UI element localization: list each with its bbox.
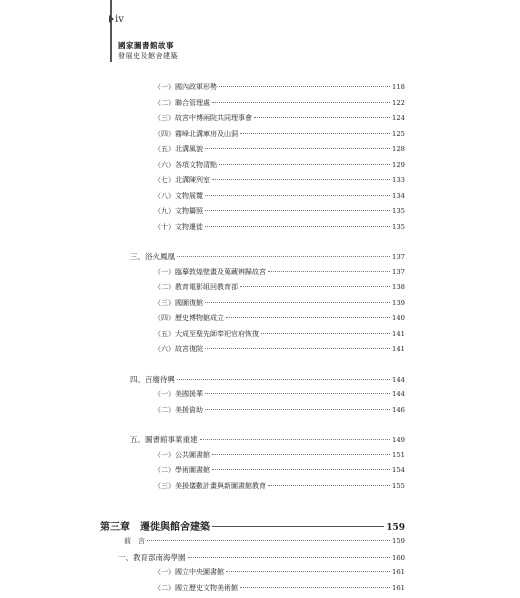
toc-preface-label: 前 言 [124, 536, 145, 546]
toc-entry[interactable] [130, 82, 405, 98]
toc-block-4 [130, 450, 405, 497]
toc-leader-dots [219, 86, 390, 87]
toc-entry[interactable] [130, 313, 405, 329]
toc-leader-dots [254, 117, 390, 118]
toc-page-number: 118 [392, 83, 405, 91]
toc-page-number: 144 [392, 390, 405, 398]
toc-section-label: 五、圖書館事業重建 [130, 434, 198, 445]
toc-block-1 [130, 82, 405, 237]
toc-leader-dots [268, 271, 390, 272]
toc-section-4[interactable] [130, 374, 405, 390]
toc-entry-label: （一）美國援華 [154, 389, 203, 399]
toc-entry[interactable] [130, 144, 405, 160]
book-title: 國家圖書館故事 [118, 40, 174, 51]
toc-leader-dots [226, 571, 390, 572]
toc-leader-dots [240, 286, 390, 287]
toc-entry[interactable] [130, 175, 405, 191]
toc-page-number: 137 [392, 253, 405, 261]
toc-leader-dots [268, 485, 390, 486]
toc-section-label: 一、教育部南海學園 [118, 552, 186, 563]
toc-leader-dots [212, 469, 390, 470]
toc-page-number: 141 [392, 345, 405, 353]
toc-leader-dots [212, 179, 390, 180]
toc-leader-dots [205, 226, 390, 227]
toc-entry[interactable] [130, 450, 405, 466]
toc-leader-dots [219, 164, 390, 165]
toc-chapter-3[interactable] [100, 518, 405, 536]
toc-entry-label: （三）美援儀數計畫與新圖書館教育 [154, 481, 266, 491]
toc-leader-dots [205, 302, 390, 303]
toc-entry-label: （四）歷史博物館成立 [154, 313, 224, 323]
toc-page-number: 122 [392, 99, 405, 107]
toc-page-number: 125 [392, 130, 405, 138]
toc-entry-label: （二）國立歷史文物美術館 [154, 583, 238, 593]
toc-entry[interactable] [130, 583, 405, 598]
toc-block-5 [130, 567, 405, 598]
toc-entry[interactable] [130, 282, 405, 298]
toc-entry-label: （一）國立中央圖書館 [154, 567, 224, 577]
toc-section-5[interactable] [130, 434, 405, 450]
toc-leader-dots [205, 210, 390, 211]
toc-entry-label: （二）美援資助 [154, 405, 203, 415]
page-number: iv [115, 14, 124, 25]
toc-page-number: 149 [392, 436, 405, 444]
toc-entry-label: （二）教育電影組回教育部 [154, 282, 238, 292]
toc-entry-label: （一）國內政軍形勢 [154, 82, 217, 92]
toc-entry[interactable] [130, 191, 405, 207]
toc-page-number: 134 [392, 192, 405, 200]
toc-entry-label: （六）故宮復院 [154, 344, 203, 354]
toc-page-number: 124 [392, 114, 405, 122]
toc-entry[interactable] [130, 389, 405, 405]
toc-page-number: 154 [392, 466, 405, 474]
toc-page-number: 146 [392, 406, 405, 414]
toc-page-number: 161 [392, 584, 405, 592]
toc-entry-label: （四）霧峰北溝庫房及山洞 [154, 129, 238, 139]
toc-entry-label: （十）文物遷徙 [154, 222, 203, 232]
toc-section-1[interactable] [118, 552, 405, 568]
toc-leader-dots [212, 102, 390, 103]
toc-leader-dots [147, 540, 390, 541]
toc-page-number: 155 [392, 482, 405, 490]
toc-entry[interactable] [130, 129, 405, 145]
toc-entry[interactable] [130, 267, 405, 283]
toc-entry[interactable] [130, 567, 405, 583]
toc-leader-dots [261, 333, 390, 334]
toc-entry[interactable] [130, 160, 405, 176]
toc-entry[interactable] [130, 298, 405, 314]
toc-entry-label: （六）各項文物清點 [154, 160, 217, 170]
toc-page-number: 159 [392, 537, 405, 545]
toc-leader-dots [205, 195, 390, 196]
toc-page-number: 138 [392, 283, 405, 291]
toc-entry-label: （五）北溝風貌 [154, 144, 203, 154]
book-subtitle: 發展史及館舍建築 [118, 51, 178, 61]
toc-entry-label: （三）國圖復館 [154, 298, 203, 308]
header-vertical-rule [110, 0, 112, 62]
toc-leader-dots [177, 256, 390, 257]
toc-entry-label: （二）聯合管理處 [154, 98, 210, 108]
toc-page-number: 144 [392, 376, 405, 384]
page-marker-icon [109, 15, 114, 23]
toc-page-number: 140 [392, 314, 405, 322]
toc-entry[interactable] [130, 98, 405, 114]
toc-leader-dots [188, 557, 391, 558]
toc-leader-line [212, 526, 384, 527]
toc-leader-dots [205, 393, 390, 394]
toc-page-number: 133 [392, 176, 405, 184]
toc-entry[interactable] [130, 113, 405, 129]
toc-entry[interactable] [130, 481, 405, 497]
toc-entry-label: （七）北溝陳列室 [154, 175, 210, 185]
toc-page-number: 139 [392, 299, 405, 307]
toc-page-number: 141 [392, 330, 405, 338]
toc-entry-label: （三）故宮中博兩院共同理事會 [154, 113, 252, 123]
toc-page-number: 159 [386, 523, 405, 533]
toc-page-number: 151 [392, 451, 405, 459]
toc-entry[interactable] [130, 206, 405, 222]
toc-leader-dots [226, 317, 390, 318]
toc-page-number: 135 [392, 207, 405, 215]
toc-entry[interactable] [130, 405, 405, 421]
table-of-contents [130, 82, 405, 598]
toc-page-number: 128 [392, 145, 405, 153]
toc-block-3 [130, 389, 405, 420]
toc-leader-dots [177, 379, 390, 380]
toc-entry-label: （二）學術圖書館 [154, 465, 210, 475]
toc-page-number: 135 [392, 223, 405, 231]
toc-page-number: 137 [392, 268, 405, 276]
toc-leader-dots [205, 348, 390, 349]
toc-leader-dots [205, 148, 390, 149]
toc-entry-label: （九）文物攝照 [154, 206, 203, 216]
toc-preface[interactable] [118, 536, 405, 552]
toc-entry[interactable] [130, 344, 405, 360]
toc-entry[interactable] [130, 329, 405, 345]
toc-page-number: 161 [392, 568, 405, 576]
toc-leader-dots [240, 587, 390, 588]
toc-block-2 [130, 267, 405, 360]
toc-section-label: 三、浴火鳳凰 [130, 251, 175, 262]
toc-chapter-label: 第三章 遷徙與館舍建築 [100, 518, 210, 533]
toc-leader-dots [205, 409, 390, 410]
toc-page-number: 129 [392, 161, 405, 169]
toc-leader-dots [240, 133, 390, 134]
toc-leader-dots [212, 454, 390, 455]
toc-entry[interactable] [130, 222, 405, 238]
toc-entry-label: （一）公共圖書館 [154, 450, 210, 460]
toc-entry[interactable] [130, 465, 405, 481]
toc-section-label: 四、百廢待興 [130, 374, 175, 385]
toc-entry-label: （一）臨摹敦煌壁畫及蒐藏辨歸故宮 [154, 267, 266, 277]
toc-leader-dots [200, 439, 391, 440]
toc-entry-label: （五）大成至聖先師奉祀官府恢復 [154, 329, 259, 339]
toc-page-number: 160 [392, 554, 405, 562]
toc-entry-label: （八）文物展覽 [154, 191, 203, 201]
toc-section-3[interactable] [130, 251, 405, 267]
